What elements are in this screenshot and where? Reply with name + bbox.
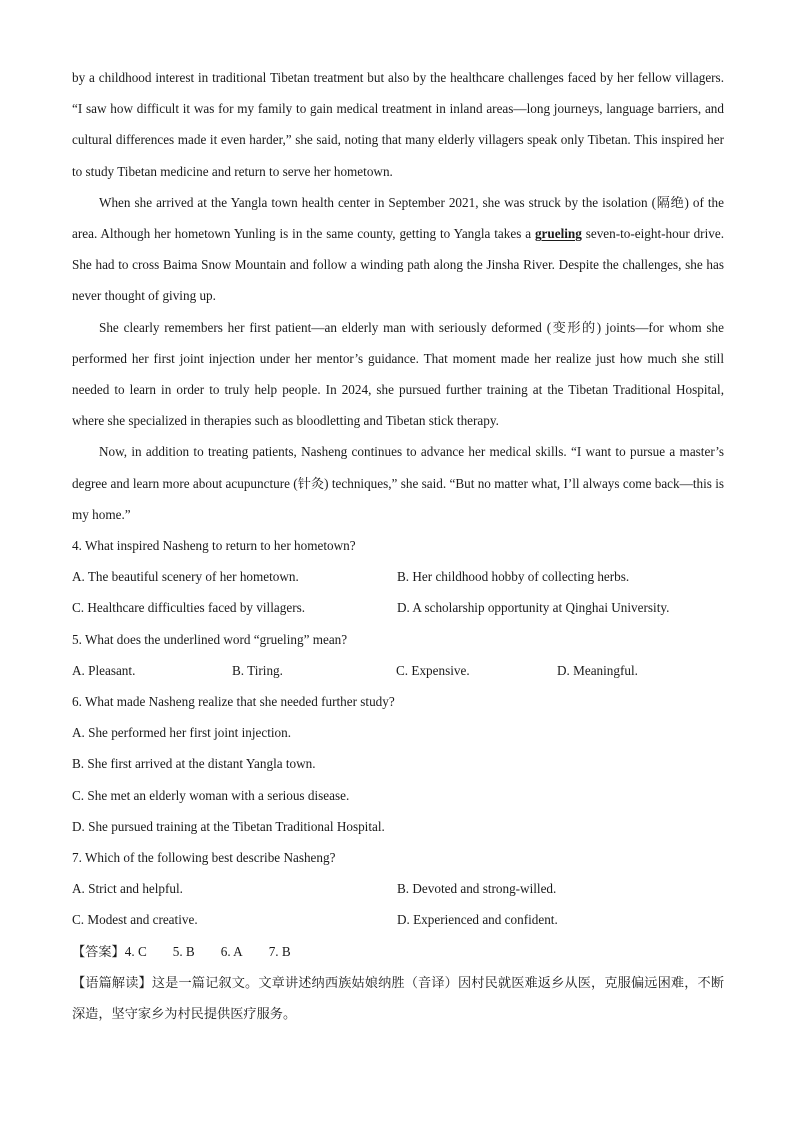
- question-5-option-d: D. Meaningful.: [557, 662, 638, 678]
- passage-paragraph-2: [72, 187, 724, 312]
- answer-6: 6. A: [220, 943, 243, 959]
- passage-interpretation: [72, 968, 724, 1030]
- question-6-option-c: C. She met an elderly woman with a serious disease.: [72, 787, 350, 803]
- passage-paragraph-3: She clearly remembers her first patient—an elderly man with seriously deformed (变形的) joints—for whom she performed her first joint injection under her mentor’s guidance. That moment made her realize just how much she still needed to learn in order to truly help people. In 2024, she pursued further training at the Tibetan Traditional Hospital, where she specialized in therapies such as bloodletting and Tibetan stick therapy.: [72, 319, 724, 429]
- question-7-stem: 7. Which of the following best describe Nasheng?: [72, 850, 336, 866]
- question-4-option-c: C. Healthcare difficulties faced by villagers.: [72, 600, 306, 616]
- paragraph-2-text-end: seven-to-eight-hour drive. She had to cross Baima Snow Mountain and follow a winding path along the Jinsha River. Despite the challenges, she has never thought of giving up.: [72, 226, 724, 304]
- answer-4: 4. C: [124, 943, 147, 959]
- question-4-option-a: A. The beautiful scenery of her hometown.: [72, 569, 299, 585]
- question-7-option-a: A. Strict and helpful.: [72, 881, 183, 897]
- question-5-option-b: B. Tiring.: [232, 662, 283, 678]
- question-5-stem: 5. What does the underlined word “grueling” mean?: [72, 631, 348, 647]
- question-6-stem: 6. What made Nasheng realize that she needed further study?: [72, 694, 395, 710]
- question-4-stem: 4. What inspired Nasheng to return to her hometown?: [72, 538, 356, 554]
- question-4-option-d: D. A scholarship opportunity at Qinghai University.: [397, 600, 670, 616]
- question-6-option-b: B. She first arrived at the distant Yangla town.: [72, 756, 316, 772]
- question-7-options-row-1: [72, 873, 724, 904]
- question-4-options-row-1: [72, 561, 724, 592]
- question-7-option-b: B. Devoted and strong-willed.: [397, 881, 557, 897]
- question-7-option-c: C. Modest and creative.: [72, 912, 198, 928]
- question-6-option-a: A. She performed her first joint injection.: [72, 725, 292, 741]
- underlined-word-grueling: grueling: [534, 226, 582, 242]
- answer-key: [72, 936, 724, 968]
- paragraph-2-text-start: When she arrived at the Yangla town health center in September 2021, she was struck by the isolation (隔绝) of the area. Although her hometown Yunling is in the same county, getting to Yangla takes a: [72, 194, 724, 242]
- answer-7: 7. B: [268, 943, 291, 959]
- passage-paragraph-1: by a childhood interest in traditional Tibetan treatment but also by the healthcare challenges faced by her fellow villagers. “I saw how difficult it was for my family to gain medical treatment in inland areas—long journeys, language barriers, and cultural differences made it even harder,” she said, noting that many elderly villagers speak only Tibetan. This inspired her to study Tibetan medicine and return to serve her hometown.: [72, 70, 724, 179]
- interpretation-text: 这是一篇记叙文。文章讲述纳西族姑娘纳胜（音译）因村民就医难返乡从医，克服偏远困难，不断深造，坚守家乡为村民提供医疗服务。: [72, 975, 725, 1023]
- answer-5: 5. B: [172, 943, 195, 959]
- question-6-option-d: D. She pursued training at the Tibetan Traditional Hospital.: [72, 818, 385, 834]
- interpretation-label: 【语篇解读】: [72, 975, 152, 991]
- question-4-option-b: B. Her childhood hobby of collecting herbs.: [397, 569, 630, 585]
- document-page: [72, 62, 724, 1030]
- question-7-option-d: D. Experienced and confident.: [397, 912, 558, 928]
- answer-label: 【答案】: [72, 944, 125, 960]
- question-5-option-a: A. Pleasant.: [72, 662, 136, 678]
- question-5-options-row: [72, 655, 724, 686]
- question-7-options-row-2: [72, 904, 724, 935]
- question-4-options-row-2: [72, 592, 724, 623]
- question-5-option-c: C. Expensive.: [396, 662, 470, 678]
- passage-paragraph-4: Now, in addition to treating patients, Nasheng continues to advance her medical skills. “I want to pursue a master’s degree and learn more about acupuncture (针灸) techniques,” she said. “But no matter what, I’ll always come back—this is my home.”: [72, 444, 724, 522]
